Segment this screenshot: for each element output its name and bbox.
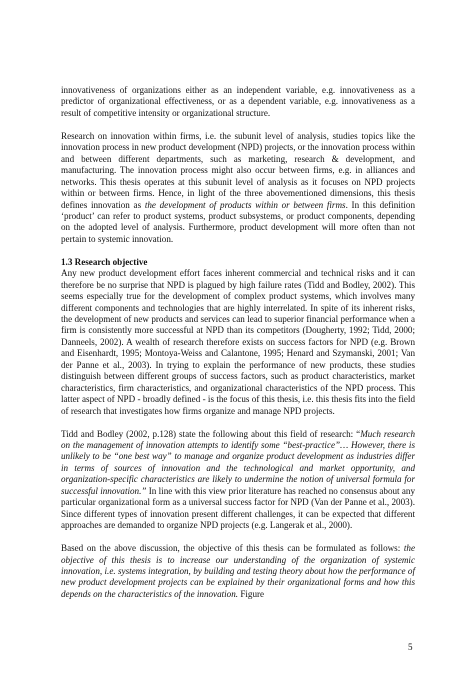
paragraph-text: In line with this view prior literature has reached no consensus about any particular organizational form as a universal success factor for NPD (Van der Panne et al., 2003). Since different types of innovation present different challenges, it can be expected that different approaches are demanded to organize NPD projects (e.g. Langerak et al., 2000). (61, 485, 416, 531)
paragraph-tidd-bodley (61, 429, 415, 532)
paragraph-subunit-level (61, 131, 415, 246)
section-heading: 1.3 Research objective (61, 256, 148, 267)
paragraph-intro: innovativeness of organizations either as an independent variable, e.g. innovativeness as a predictor of organizational effectiveness, or as a dependent variable, e.g. innovativeness as a result of competitive intensity or organizational structure. (61, 85, 415, 118)
emphasis-objective: the objective of this thesis is to increase our understanding of the organization of systemic innovation, i.e. systems integration, by building and testing theory about how the performance of new product development projects can be explained by their organizational forms and how this depends on the characteristics of the innovation. (61, 543, 415, 599)
paragraph-text: Based on the above discussion, the objective of this thesis can be formulated as follows: (61, 543, 404, 554)
page-number: 5 (408, 642, 413, 652)
emphasis-quote: Much research on the management of innovation attempts to identify some “best-practice”… However, there is unlikely to be “one best way” to manage and organize product development as industries differ in terms of sources of innovation and the technological and market opportunity, and organization-specific characteristics are likely to undermine the notion of universal formula for successful innovation.” (61, 428, 416, 496)
paragraph-npd-risks: Any new product development effort faces inherent commercial and technical risks and it can therefore be no surprise that NPD is plagued by high failure rates (Tidd and Bodley, 2002). This seems especially true for the development of complex product systems, which involves many different components and technologies that are highly interrelated. In spite of its inherent risks, the development of new products and services can lead to superior financial performance when a firm is consistently more successful at NPD than its competitors (Dougherty, 1992; Tidd, 2000; Danneels, 2002). A wealth of research therefore exists on success factors for NPD (e.g. Brown and Eisenhardt, 1995; Montoya-Weiss and Calantone, 1995; Henard and Szymanski, 2001; Van der Panne et al., 2003). In trying to explain the performance of new products, these studies distinguish between different groups of success factors, such as product characteristics, market characteristics, firm characteristics, and organizational characteristics of the NPD process. This latter aspect of NPD - broadly defined - is the focus of this thesis, i.e. this thesis fits into the field of research that investigates how firms organize and manage NPD projects. (61, 268, 415, 416)
emphasis-definition: the development of products within or between firms (144, 199, 346, 210)
paragraph-objective (61, 543, 415, 600)
page-body (61, 85, 415, 600)
paragraph-text: Tidd and Bodley (2002, p.128) state the following about this field of research: “ (61, 428, 361, 439)
paragraph-text: Figure (238, 588, 265, 599)
paragraph-text: Research on innovation within firms, i.e. the subunit level of analysis, studies topics like the innovation process in new product development (NPD) projects, or the innovation process within and between different departments, such as marketing, research & development, and manufacturing. The innovation process might also occur between firms, e.g. in alliances and networks. This thesis operates at this subunit level of analysis as it focuses on NPD projects within or between firms. Hence, in light of the three abovementioned dimensions, this thesis defines innovation as (61, 130, 415, 210)
paragraph-text: . In this definition ‘product’ can refer to product systems, product subsystems, or product components, depending on the adopted level of analysis. Furthermore, product development will more often than not pertain to systemic innovation. (61, 199, 416, 244)
